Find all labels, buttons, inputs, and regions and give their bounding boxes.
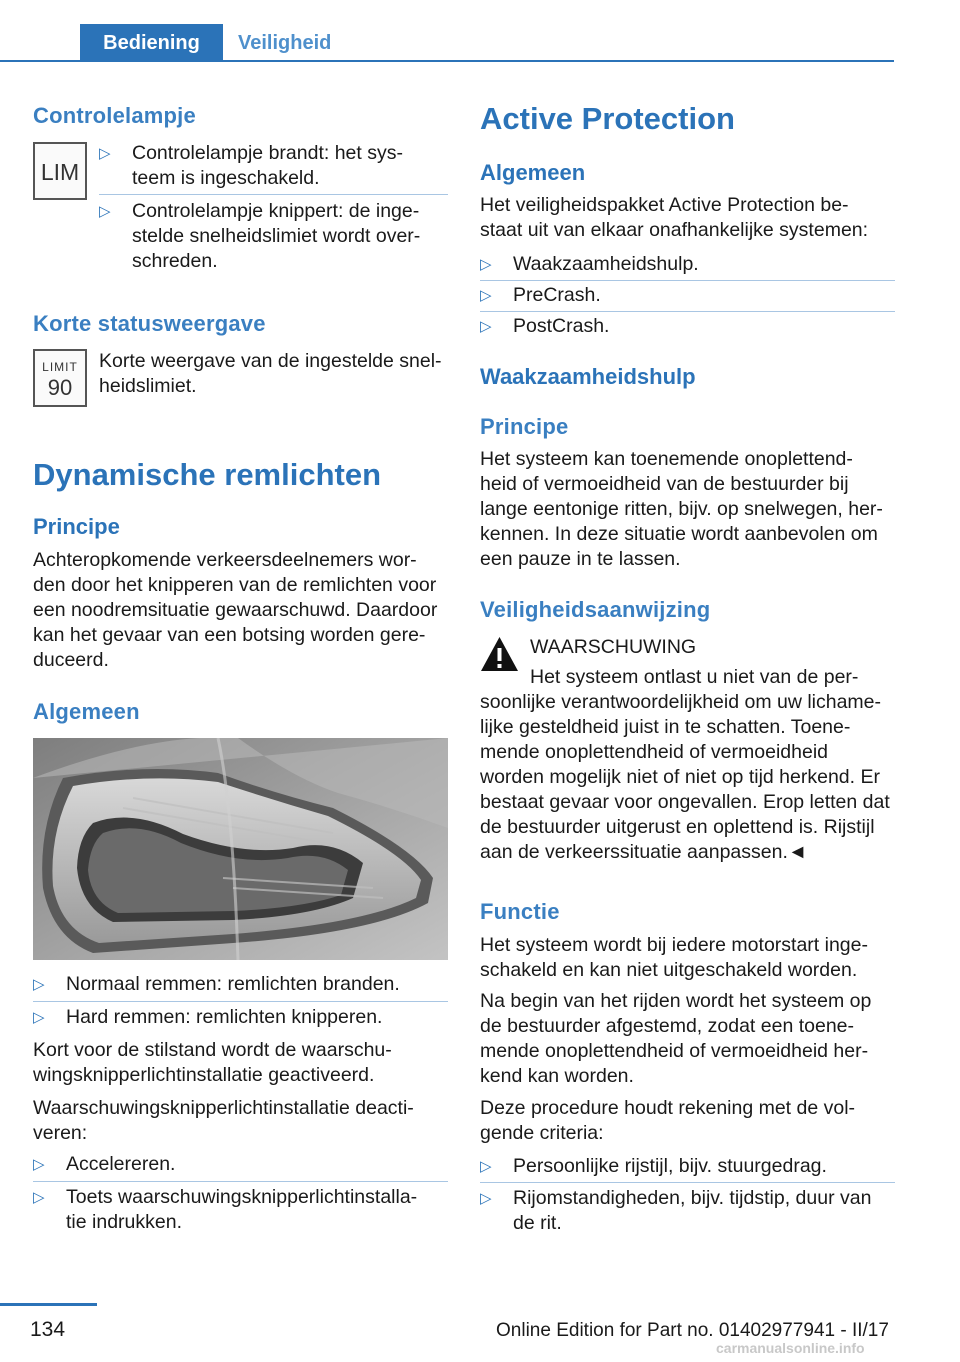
triangle-bullet-icon: ▷ xyxy=(99,203,111,220)
triangle-bullet-icon: ▷ xyxy=(33,1189,45,1206)
controlelampje-title: Controlelampje xyxy=(33,103,196,128)
taillight-photo xyxy=(33,738,448,960)
algemeen-heading-right: Algemeen xyxy=(480,160,586,185)
list-item: ▷ Hard remmen: remlichten knipperen. xyxy=(33,1006,383,1028)
divider xyxy=(480,280,895,281)
divider xyxy=(33,1181,448,1182)
list-item: ▷ Controlelampje brandt: het sys- teem is ingeschakeld. xyxy=(99,142,403,189)
svg-text:LIMIT: LIMIT xyxy=(42,360,78,374)
principe-text-left: Achteropkomende verkeersdeelnemers wor- den door het knipperen van de remlichten voor een noodremsituatie gewaarschuwd. Daardoor kan het gevaar van een botsing worden gere- duceerd. xyxy=(33,549,438,671)
triangle-bullet-icon: ▷ xyxy=(480,1158,492,1175)
tab-bediening[interactable]: Bediening xyxy=(80,24,223,62)
waakzaamheidshulp-heading: Waakzaamheidshulp xyxy=(480,364,696,389)
principe-heading-right: Principe xyxy=(480,414,569,439)
triangle-bullet-icon: ▷ xyxy=(33,1009,45,1026)
triangle-bullet-icon: ▷ xyxy=(480,287,492,304)
list-item: ▷ Toets waarschuwingsknipperlichtinstalla- tie indrukken. xyxy=(33,1186,418,1233)
functie-text-3: Deze procedure houdt rekening met de vol- gende criteria: xyxy=(480,1097,856,1144)
triangle-bullet-icon: ▷ xyxy=(33,976,45,993)
page-number-rule xyxy=(0,1303,97,1306)
list-item: ▷ PreCrash. xyxy=(480,284,601,306)
principe-text-right: Het systeem kan toenemende onoplettend- heid of vermoeidheid van de bestuurder bij lange eentonige ritten, bijv. op snelwegen, her- kennen. In deze situatie wordt aanbevolen om een pauze in te lassen. xyxy=(480,448,883,570)
veiligheidsaanwijzing-heading: Veiligheidsaanwijzing xyxy=(480,597,711,622)
header-tabs xyxy=(0,24,894,62)
warning-text: soonlijke verantwoordelijkheid om uw lichame- lijke gesteldheid juist in te schatten. Toene- mende onoplettendheid of vermoeidheid worden mogelijk niet of niet op tijd herkend. Er bestaat gevaar voor ongevallen. Erop letten dat de bestuurder uitgerust en oplettend is. Rijstijl aan de verkeerssituatie aanpassen.◄ xyxy=(480,691,890,863)
triangle-bullet-icon: ▷ xyxy=(33,1156,45,1173)
functie-text-2: Na begin van het rijden wordt het systeem op de bestuurder afgestemd, zodat een toene- mende onoplettendheid of vermoeidheid her- kend kan worden. xyxy=(480,990,872,1087)
edition-footer: Online Edition for Part no. 01402977941 - II/17 xyxy=(496,1320,889,1341)
warning-triangle-icon xyxy=(480,636,519,672)
principe-heading-left: Principe xyxy=(33,514,120,539)
page-number: 134 xyxy=(30,1318,66,1341)
divider xyxy=(480,1182,895,1183)
lim-icon-label: LIM xyxy=(40,159,80,185)
korte-status-text: Korte weergave van de ingestelde snel- heidslimiet. xyxy=(99,350,442,397)
list-item: ▷ Rijomstandigheden, bijv. tijdstip, duur van de rit. xyxy=(480,1187,872,1234)
warning-label: WAARSCHUWING xyxy=(530,636,697,658)
active-protection-heading: Active Protection xyxy=(480,101,735,136)
triangle-bullet-icon: ▷ xyxy=(480,318,492,335)
deactiveren-text: Waarschuwingsknipperlichtinstallatie deacti- veren: xyxy=(33,1097,414,1144)
limit-90-icon xyxy=(33,349,87,407)
list-item: ▷ Waakzaamheidshulp. xyxy=(480,253,699,275)
warning-text-line: Het systeem ontlast u niet van de per- xyxy=(530,666,859,688)
divider xyxy=(33,1001,448,1002)
lim-indicator-icon xyxy=(33,142,87,200)
algemeen-heading-left: Algemeen xyxy=(33,699,140,724)
divider xyxy=(99,194,448,195)
divider xyxy=(480,311,895,312)
triangle-bullet-icon: ▷ xyxy=(480,1190,492,1207)
list-item: ▷ Normaal remmen: remlichten branden. xyxy=(33,973,400,995)
watermark: carmanualsonline.info xyxy=(716,1340,865,1356)
list-item: ▷ Controlelampje knippert: de inge- stelde snelheidslimiet wordt over- schreden. xyxy=(99,200,421,272)
list-item: ▷ Persoonlijke rijstijl, bijv. stuurgedrag. xyxy=(480,1155,827,1177)
functie-heading: Functie xyxy=(480,899,560,924)
svg-text:90: 90 xyxy=(47,375,73,400)
dynamische-remlichten-heading: Dynamische remlichten xyxy=(33,457,382,492)
algemeen-text-right: Het veiligheidspakket Active Protection be- staat uit van elkaar onafhankelijke systemen: xyxy=(480,194,869,241)
tab-veiligheid[interactable]: Veiligheid xyxy=(238,32,332,54)
triangle-bullet-icon: ▷ xyxy=(99,145,111,162)
functie-text-1: Het systeem wordt bij iedere motorstart inge- schakeld en kan niet uitgeschakeld worden. xyxy=(480,934,868,981)
stilstand-text: Kort voor de stilstand wordt de waarschu- wingsknipperlichtinstallatie geactiveerd. xyxy=(33,1039,392,1086)
triangle-bullet-icon: ▷ xyxy=(480,256,492,273)
list-item: ▷ PostCrash. xyxy=(480,315,610,337)
list-item: ▷ Accelereren. xyxy=(33,1153,176,1175)
korte-status-title: Korte statusweergave xyxy=(33,311,266,336)
